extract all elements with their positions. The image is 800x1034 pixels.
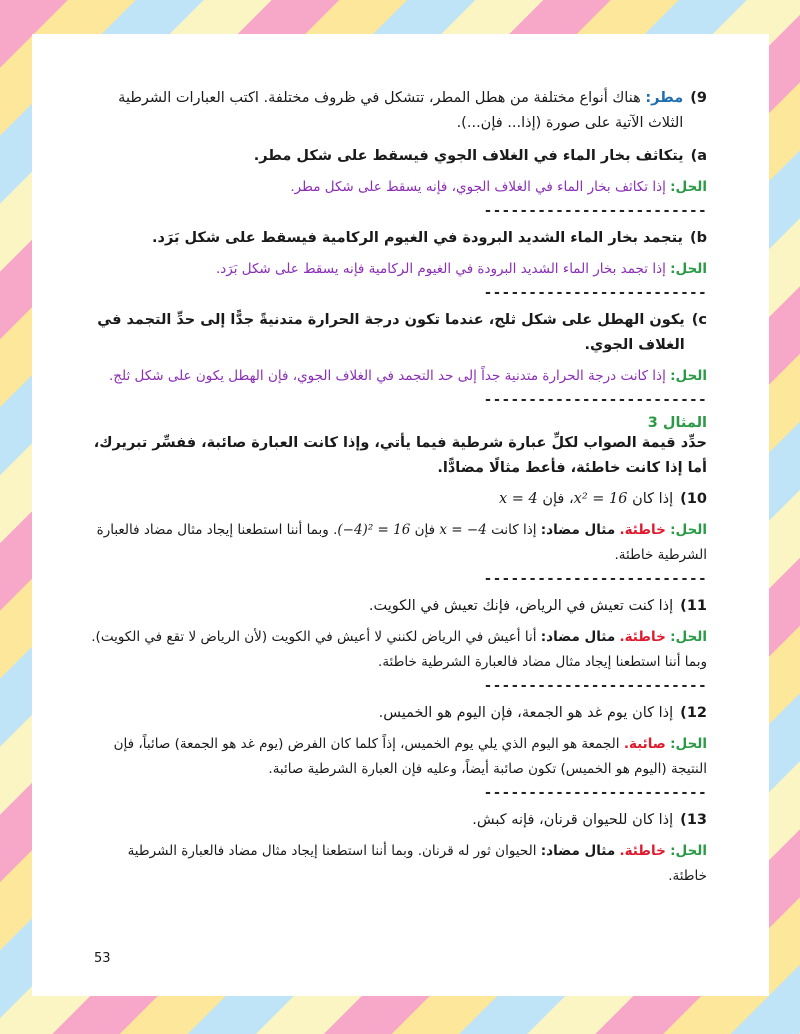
- item-letter: b): [689, 230, 707, 246]
- item-text: يتجمد بخار الماء الشديد البرودة في الغيوم الركامية فيسقط على شكل بَرَد.: [152, 230, 683, 246]
- solution-text: أنا أعيش في الرياض لكنني لا أعيش في الكويت (لأن الرياض لا تقع في الكويت).: [91, 629, 537, 645]
- solution-9a: [90, 175, 707, 200]
- solution-label: الحل:: [670, 629, 707, 645]
- question-mid: ، فإن: [542, 491, 574, 507]
- question-11: [90, 594, 707, 619]
- question-number: 10): [680, 491, 707, 507]
- solution-11: [90, 625, 707, 675]
- solution-9b: [90, 257, 707, 282]
- solution-10: [90, 518, 707, 568]
- question-number: 11): [680, 598, 707, 614]
- item-letter: a): [690, 148, 707, 164]
- question-number: 9): [690, 90, 707, 106]
- question-13: [90, 808, 707, 833]
- solution-math-1: x = −4: [439, 522, 487, 538]
- example-instructions: حدِّد قيمة الصواب لكلِّ عبارة شرطية فيما يأتي، وإذا كانت العبارة صائبة، ففسِّر تبريرك، أما إذا كانت خاطئة، فأعط مثالًا مضادًّا.: [93, 435, 707, 476]
- separator: -------------------------: [483, 392, 707, 408]
- solution-13: [90, 839, 707, 889]
- condition-math: x² = 16: [573, 491, 628, 507]
- solution-text: إذا تجمد بخار الماء الشديد البرودة في الغيوم الركامية فإنه يسقط على شكل بَرَد.: [215, 261, 666, 277]
- separator: -------------------------: [483, 571, 707, 587]
- solution-text: الجمعة هو اليوم الذي يلي يوم الخميس، إذاً كلما كان الفرض (يوم غد هو الجمعة) صائباً، فإن النتيجة (اليوم هو الخميس) تكون صائبة أيضاً، وعليه فإن العبارة الشرطية صائبة.: [113, 736, 707, 777]
- item-letter: c): [691, 312, 707, 328]
- counterexample-label: مثال مضاد:: [540, 629, 616, 645]
- solution-text: الحيوان ثور له قرنان. وبما أننا استطعنا إيجاد مثال مضاد فالعبارة الشرطية خاطئة.: [127, 843, 707, 884]
- separator: -------------------------: [483, 203, 707, 219]
- solution-label: الحل:: [670, 522, 707, 538]
- solution-math-2: (−4)² = 16: [337, 522, 411, 538]
- question-10: [90, 487, 707, 512]
- solution-9c: [90, 364, 707, 389]
- verdict: خاطئة.: [619, 629, 666, 645]
- solution-text-2: وبما أننا استطعنا إيجاد مثال مضاد فالعبارة الشرطية خاطئة.: [378, 654, 707, 670]
- topic-label: مطر:: [645, 90, 684, 106]
- question-text: إذا كان يوم غد هو الجمعة، فإن اليوم هو الخميس.: [378, 705, 674, 721]
- page-number: 53: [94, 951, 111, 966]
- conclusion-math: x = 4: [498, 491, 538, 507]
- verdict: خاطئة.: [619, 522, 666, 538]
- question-text: هناك أنواع مختلفة من هطل المطر، تتشكل في ظروف مختلفة. اكتب العبارات الشرطية الثلاث الآتية على صورة (إذا... فإن...).: [118, 90, 684, 131]
- question-9: [90, 86, 707, 136]
- separator: -------------------------: [483, 285, 707, 301]
- solution-text: إذا كانت درجة الحرارة متدنية جداً إلى حد التجمد في الغلاف الجوي، فإن الهطل يكون على شكل ثلج.: [109, 368, 666, 384]
- solution-label: الحل:: [670, 843, 707, 859]
- solution-post: . وبما أننا استطعنا إيجاد مثال مضاد فالعبارة الشرطية خاطئة.: [96, 522, 707, 563]
- question-9a: [90, 144, 707, 169]
- question-12: [90, 701, 707, 726]
- separator: -------------------------: [483, 785, 707, 801]
- solution-pre: إذا كانت: [491, 522, 537, 538]
- question-prefix: إذا كان: [632, 491, 674, 507]
- counterexample-label: مثال مضاد:: [540, 522, 616, 538]
- solution-mid: فإن: [414, 522, 436, 538]
- solution-label: الحل:: [670, 261, 707, 277]
- item-text: يكون الهطل على شكل ثلج، عندما تكون درجة الحرارة متدنيةً جدًّا إلى حدِّ التجمد في الغلاف الجوي.: [97, 312, 685, 353]
- solution-12: [90, 732, 707, 782]
- question-number: 13): [680, 812, 707, 828]
- question-text: إذا كنت تعيش في الرياض، فإنك تعيش في الكويت.: [368, 598, 674, 614]
- example-title: المثال 3: [647, 415, 707, 431]
- verdict: صائبة.: [623, 736, 666, 752]
- question-9c: [90, 308, 707, 358]
- item-text: يتكاثف بخار الماء في الغلاف الجوي فيسقط على شكل مطر.: [253, 148, 684, 164]
- separator: -------------------------: [483, 678, 707, 694]
- question-text: إذا كان للحيوان قرنان، فإنه كبش.: [472, 812, 674, 828]
- solution-text: إذا تكاثف بخار الماء في الغلاف الجوي، فإنه يسقط على شكل مطر.: [290, 179, 666, 195]
- solution-label: الحل:: [670, 368, 707, 384]
- solution-label: الحل:: [670, 736, 707, 752]
- solution-label: الحل:: [670, 179, 707, 195]
- question-9b: [90, 226, 707, 251]
- counterexample-label: مثال مضاد:: [540, 843, 616, 859]
- verdict: خاطئة.: [619, 843, 666, 859]
- question-number: 12): [680, 705, 707, 721]
- worksheet-page: [32, 34, 769, 996]
